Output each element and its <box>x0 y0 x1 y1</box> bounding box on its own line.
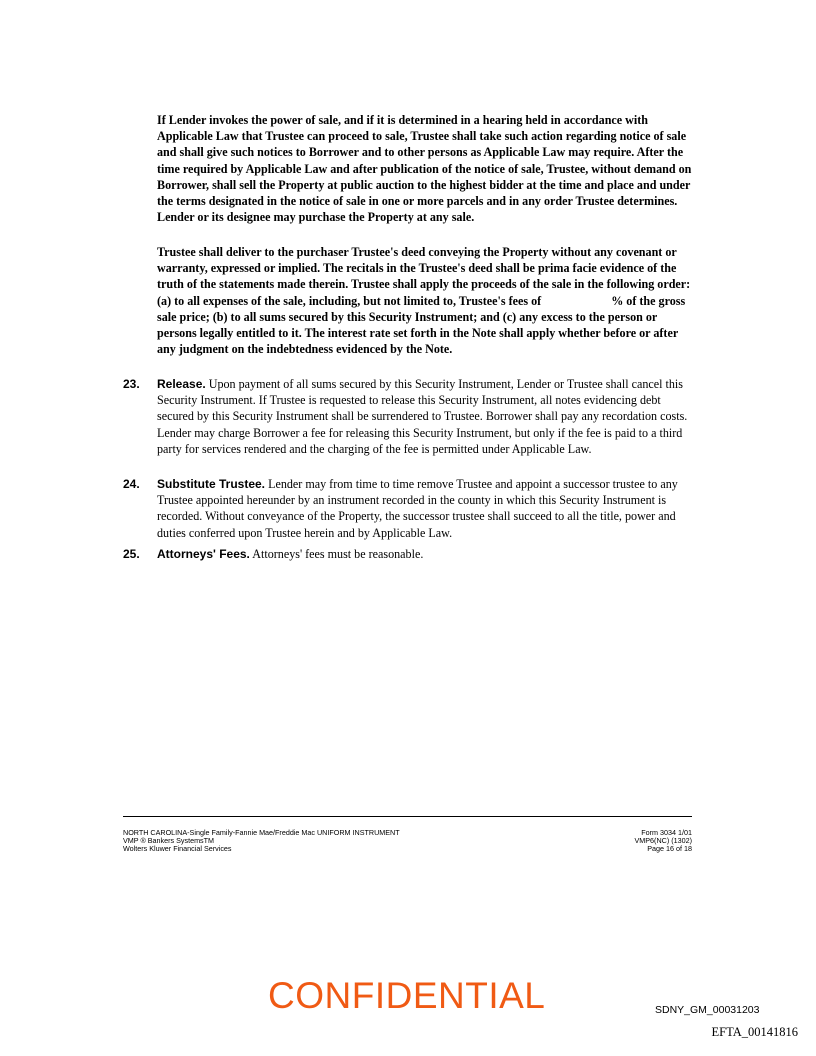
footer-vendor: VMP ® Bankers SystemsTM <box>123 836 215 846</box>
efta-number: EFTA_00141816 <box>711 1025 798 1039</box>
section-text: Upon payment of all sums secured by this Security Instrument, Lender or Trustee shall cancel this Security Instrument. If Trustee is requested to release this Security Instrument, all notes evidencing debt secured by this Security Instrument shall be surrendered to Trustee. Borrower shall pay any recordation costs. Lender may charge Borrower a fee for releasing this Security Instrument, but only if the fee is paid to a third party for services rendered and the charging of the fee is permitted under Applicable Law. <box>157 377 688 456</box>
section-number: 24. <box>123 477 140 491</box>
footer-form-info <box>123 829 400 854</box>
section-heading: Substitute Trustee. <box>157 477 266 491</box>
section-24-substitute-trustee <box>123 476 703 541</box>
page-number: Page 16 of 18 <box>647 844 692 854</box>
section-heading: Attorneys' Fees. <box>157 547 250 561</box>
section-25-attorneys-fees <box>123 546 703 562</box>
footer-form-id: Form 3034 1/01 <box>641 828 692 837</box>
trustee-deed-paragraph <box>157 244 697 357</box>
section-number: 25. <box>123 547 140 561</box>
power-of-sale-paragraph: If Lender invokes the power of sale, and if it is determined in a hearing held in accordance with Applicable Law that Trustee can proceed to sale, Trustee shall take such action regarding notice of sale and shall give such notices to Borrower and to other persons as Applicable Law may require. After the time required by Applicable Law and after publication of the notice of sale, Trustee, without demand on Borrower, shall sell the Property at public auction to the highest bidder at the time and place and under the terms designated in the notice of sale in one or more parcels and in any order Trustee determines. Lender or its designee may purchase the Property at any sale. <box>157 113 692 225</box>
trustee-deed-text-part1: Trustee shall deliver to the purchaser Trustee's deed conveying the Property without any covenant or warranty, expressed or implied. The recitals in the Trustee's deed shall be prima facie evidence of the truth of the statements made therein. Trustee shall apply the proceeds of the sale in the following order: (a) to all expenses of the sale, including, but not limited to, Trustee's fees of <box>157 245 691 308</box>
section-text: Lender may from time to time remove Trustee and appoint a successor trustee to any Trustee appointed hereunder by an instrument recorded in the county in which this Security Instrument is recorded. Without conveyance of the Property, the successor trustee shall succeed to all the title, power and duties conferred upon Trustee herein and by Applicable Law. <box>157 477 678 540</box>
section-heading: Release. <box>157 377 206 391</box>
section-number: 23. <box>123 377 140 391</box>
section-23-release <box>123 376 703 457</box>
trustee-deed-text-part2: % of the gross sale price; (b) to all sums secured by this Security Instrument; and (c) any excess to the person or persons legally entitled to it. The interest rate set forth in the Note shall apply whether before or after any judgment on the indebtedness evidenced by the Note. <box>157 293 686 357</box>
footer-vmp-code: VMP6(NC) (1302) <box>634 836 692 846</box>
bates-number: SDNY_GM_00031203 <box>655 1004 760 1016</box>
footer-publisher: Wolters Kluwer Financial Services <box>123 844 232 854</box>
footer-instrument-title: NORTH CAROLINA-Single Family-Fannie Mae/Freddie Mac UNIFORM INSTRUMENT <box>123 828 400 837</box>
confidential-stamp: CONFIDENTIAL <box>268 975 546 1016</box>
footer-divider <box>123 816 692 817</box>
footer-form-number <box>634 829 692 854</box>
section-text: Attorneys' fees must be reasonable. <box>252 547 424 561</box>
